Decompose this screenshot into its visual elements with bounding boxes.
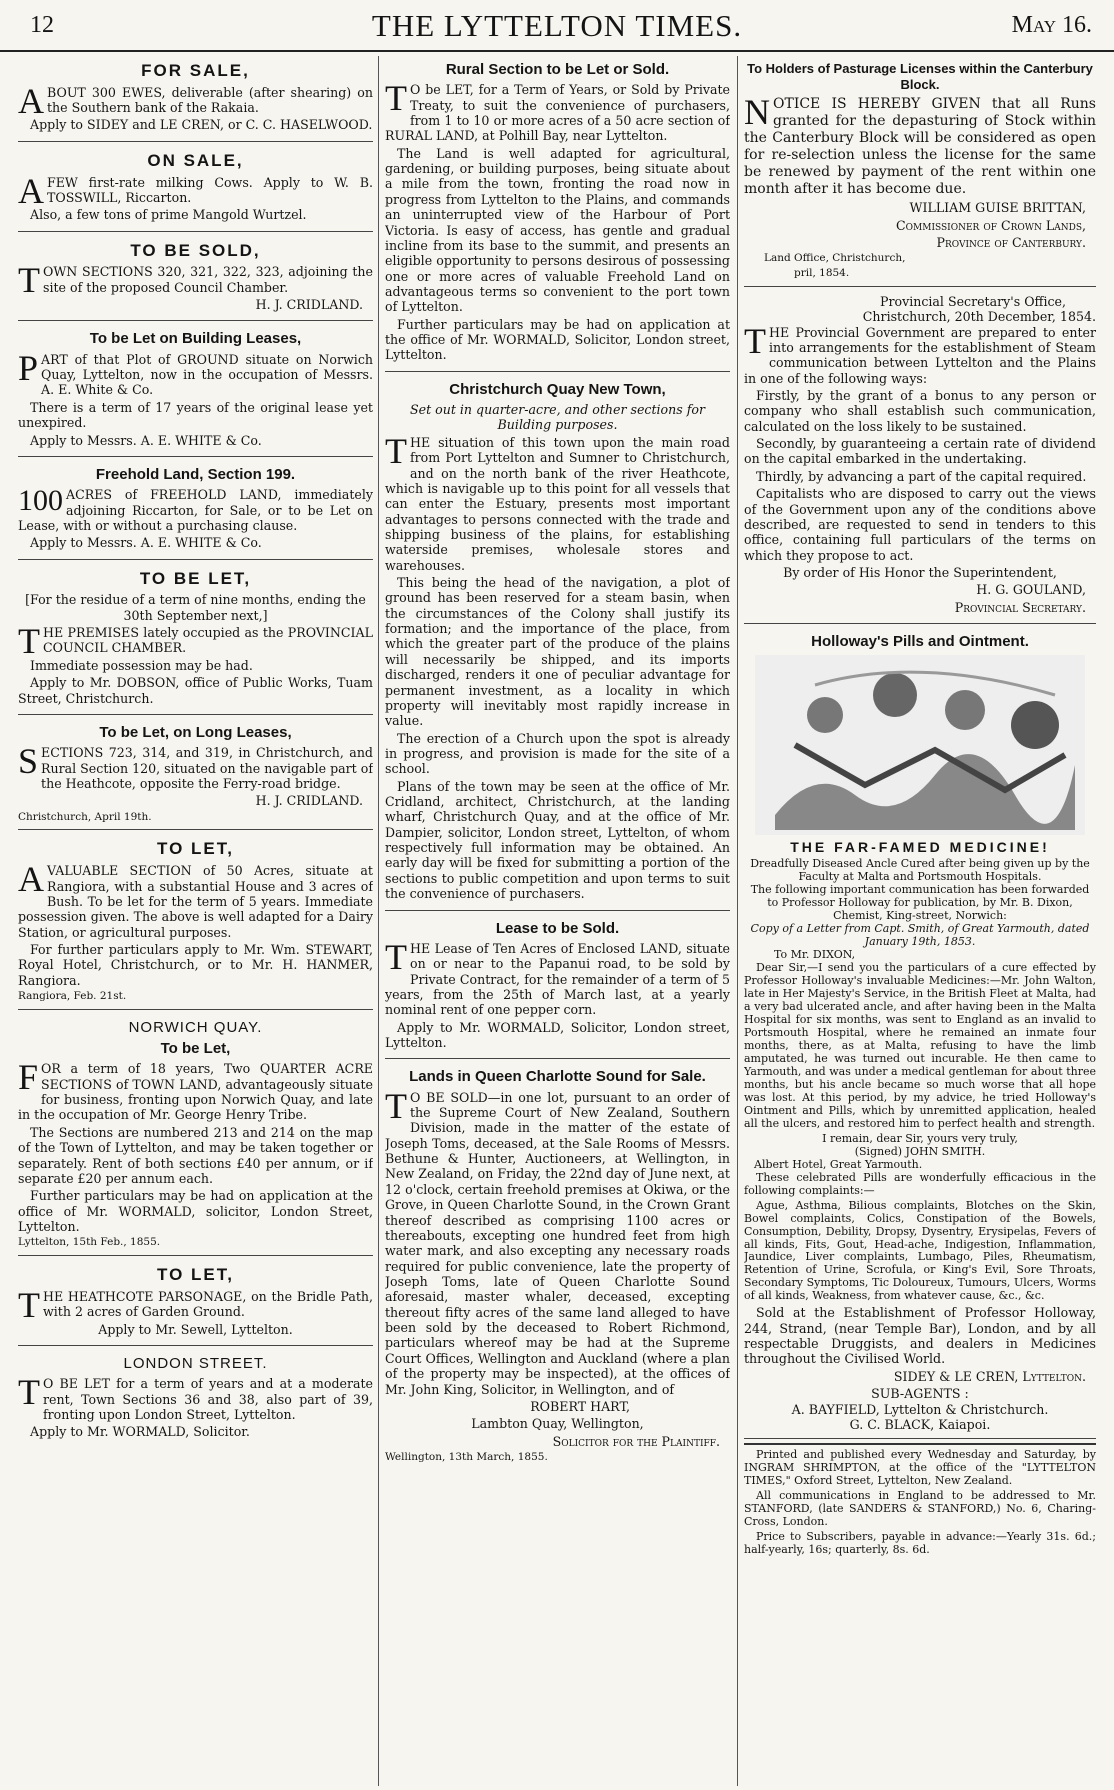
ad-signature: H. G. GOULAND, [976,582,1086,598]
ad-christchurch-quay [385,376,730,911]
column-rule [737,56,738,1786]
ad-text: HE situation of this town upon the main road from Port Lyttelton and Sumner to Christchurch, and on the north bank of the river Heathcote, which is navigable up to this point for all vessels that can enter the Estuary, presents most important advantages to persons connected with the trade and shipping business of the plains, for establishing waterside premises, wholesale stores and warehouses. [385,434,730,573]
ad-text: FEW first-rate milking Cows. Apply to W. B. TOSSWILL, Riccarton. [47,174,373,205]
drop-cap: T [385,1085,407,1126]
ad-lease-to-be-sold [385,915,730,1060]
ad-apply: Apply to Messrs. A. E. WHITE & Co. [30,535,262,551]
drop-cap: A [18,170,44,211]
ad-signature-province: Province of Canterbury. [936,234,1086,250]
footer-text: All communications in England to be addressed to Mr. STANFORD, (late SANDERS & STANFORD,) No. 6, Charing-Cross, London. [744,1489,1096,1529]
ad-agent: G. C. BLACK, Kaiapoi. [849,1416,991,1432]
ad-heading: To be Let, on Long Leases, [99,723,292,741]
ad-office: Provincial Secretary's Office, [880,293,1066,309]
ad-subheading: Set out in quarter-acre, and other sections for Building purposes. [410,402,705,433]
ad-text: ECTIONS 723, 314, and 319, in Christchurch, and Rural Section 120, situated on the navigable part of the Heathcote, opposite the Ferry-road bridge. [41,745,373,791]
ad-date: Lyttelton, 15th Feb., 1855. [18,1236,161,1249]
ad-london-street [18,1350,373,1448]
ad-heading: Holloway's Pills and Ointment. [811,633,1029,651]
famous-medicine: THE FAR-FAMED MEDICINE! [790,839,1050,856]
ad-agent: SIDEY & LE CREN, Lyttelton. [893,1368,1086,1384]
ad-heading: To Holders of Pasturage Licenses within the Canterbury Block. [747,61,1093,92]
ad-heading: Lands in Queen Charlotte Sound for Sale. [409,1068,706,1086]
ad-signature: H. J. CRIDLAND. [255,793,363,809]
drop-cap: T [18,621,40,662]
ad-signature: H. J. CRIDLAND. [255,297,363,313]
ad-signature: ROBERT HART, [530,1398,630,1414]
ad-subheading: [For the residue of a term of nine months, ending the 30th September next,] [25,592,366,623]
ad-apply: Apply to Messrs. A. E. WHITE & Co. [30,432,262,448]
ad-date: Rangiora, Feb. 21st. [18,990,127,1003]
drop-cap: F [18,1057,39,1098]
column-3 [744,56,1096,1786]
ad-holloways-pills [744,628,1096,1439]
ad-para: Immediate possession may be had. [30,657,253,673]
ad-para: Capitalists who are disposed to carry out the views of the Government upon any of the conditions above described, are requested to send in tenders to this office, containing full particulars of the terms on which they propose to act. [744,486,1096,563]
ad-place: Land Office, Christchurch, [764,252,906,265]
ad-to-be-let-premises [18,564,373,715]
column-2 [385,56,730,1786]
drop-cap: 100 [18,484,63,518]
ad-text: O BE SOLD—in one lot, pursuant to an order of the Supreme Court of New Zealand, Southern Division, made in the matter of the estate of Joseph Toms, deceased, at the Sale Rooms of Messrs. Bethune & Hunter, Auctioneers, at Wellington, in New Zealand, on Friday, the 22nd day of June next, at 12 o'clock, certain freehold premises at Okiwa, or the Grove, in Queen Charlotte Sound, in the Crown Grant thereof described as comprising 1100 acres or thereabouts, excepting one hundred feet from high water mark, and also excepting any necessary roads required for public convenience, late the property of Joseph Toms, late of Queen Charlotte Sound aforesaid, master whaler, deceased, excepting thereout fifty acres of the same land alleged to have been sold by the deceased to Robert Richmond, particulars whereof may be had at the Supreme Court Offices, Wellington and Auckland (where a plan of the property may be inspected), at the offices of Mr. John King, Solicitor, in Wellington, and of [385,1089,730,1397]
drop-cap: A [18,859,44,900]
ad-para: Plans of the town may be seen at the office of Mr. Cridland, architect, Christchurch, at the landing wharf, Christchurch Quay, and at the office of Mr. Dampier, solicitor, London street, Lyttelton, of whom respectively full information may be obtained. An early day will be fixed for submitting a portion of the sections to public competition and upon terms to suit the convenience of purchasers. [385,778,730,902]
ad-heading: Christchurch Quay New Town, [449,380,666,398]
ad-sold: Sold at the Establishment of Professor Holloway, 244, Strand, (near Temple Bar), London, and by all respectable Druggists, and dealers in Medicines throughout the Civilised World. [744,1305,1096,1367]
ad-heading: TO BE SOLD, [130,240,261,260]
ad-letter-signed: (Signed) JOHN SMITH. [854,1144,986,1158]
ad-heading: LONDON STREET. [123,1354,268,1372]
ad-signature-role: Commissioner of Crown Lands, [896,217,1086,233]
ad-apply: Apply to SIDEY and LE CREN, or C. C. HASELWOOD. [30,117,373,133]
ad-heading: Rural Section to be Let or Sold. [445,61,670,78]
ad-para: The Sections are numbered 213 and 214 on the map of the Town of Lyttelton, and may be taken together or separately. Rent of both sections £40 per annum, or if separate £20 per annum each. [18,1124,373,1186]
ad-for-sale-ewes [18,56,373,142]
ad-heading: Lease to be Sold. [495,919,620,937]
ad-para: By order of His Honor the Superintendent, [783,564,1057,580]
ad-heading: Freehold Land, Section 199. [95,465,296,483]
drop-cap: T [18,1284,40,1325]
ad-sub3: Copy of a Letter from Capt. Smith, of Great Yarmouth, dated January 19th, 1853. [750,922,1090,949]
ad-letter-to: To Mr. DIXON, [774,948,856,962]
ad-heading: ON SALE, [147,150,244,170]
ad-town-sections [18,236,373,322]
ad-signature: WILLIAM GUISE BRITTAN, [909,200,1086,216]
drop-cap: A [18,80,44,121]
ad-text: HE Provincial Government are prepared to enter into arrangements for the establishment of Steam communication between Lyttelton and the Plains in one of the following ways: [744,324,1096,386]
ad-text: HE PREMISES lately occupied as the PROVINCIAL COUNCIL CHAMBER. [43,625,373,656]
ad-subheading: To be Let, [160,1040,231,1058]
footer-text: Price to Subscribers, payable in advance:—Yearly 31s. 6d.; half-yearly, 16s; quarterly, 8s. 6d. [744,1530,1096,1557]
ad-text: OTICE IS HEREBY GIVEN that all Runs granted for the depasturing of Stock within the Canterbury Block will be considered as open for re-selection unless the license for the same be renewed by payment of the rent within one month after it has become due. [744,95,1096,198]
ad-para: For further particulars apply to Mr. Wm. STEWART, Royal Hotel, Christchurch, or to Mr. H. HANMER, Rangiora. [18,941,373,988]
drop-cap: T [385,936,407,977]
ad-sub2: The following important communication has been forwarded to Professor Holloway for publication, by Mr. B. Dixon, Chemist, King-street, Norwich: [750,883,1090,923]
ad-para: The Land is well adapted for agricultural, gardening, or building purposes, being situate about a mile from the town, fronting the road now in progress from Lyttelton to the Plains, and commands an uninterrupted view of the Harbour of Port Victoria. Is easy of access, has gentle and gradual incline from its base to the summit, and presents an eligible opportunity to persons desirous of possessing one or more acres of valuable Freehold Land on advantageous terms so convenient to the port town of Lyttelton. [385,145,730,315]
ad-long-leases [18,719,373,831]
ad-office-date: Christchurch, 20th December, 1854. [862,309,1096,325]
ad-apply: Apply to Mr. WORMALD, Solicitor, London street, Lyttelton. [385,1019,730,1051]
ad-pasturage-licenses [744,56,1096,287]
ad-heading: TO BE LET, [139,568,252,588]
drop-cap: T [18,1372,40,1413]
ad-text: O BE LET for a term of years and at a moderate rent, Town Sections 36 and 38, also part of 39, fronting upon London Street, Lyttelton. [43,1376,373,1422]
footer-text: Printed and published every Wednesday and Saturday, by INGRAM SHRIMPTON, at the office of the "LYTTELTON TIMES," Oxford Street, Lyttelton, New Zealand. [744,1448,1096,1488]
ad-date: pril, 1854. [794,267,850,280]
ad-complaints: Ague, Asthma, Bilious complaints, Blotches on the Skin, Bowel complaints, Colics, Constipation of the Bowels, Consumption, Debility, Dropsy, Dysentry, Erysipelas, Fevers of all kinds, Fits, Gout, Head-ache, Indigestion, Inflammation, Jaundice, Liver complaints, Lumbago, Piles, Rheumatism, Retention of Urine, Scrofula, or King's Evil, Sore Throats, Secondary Symptoms, Tic Doloureux, Tumours, Ulcers, Worms of all kinds, Weakness, from whatever cause, &c., &c. [744,1198,1096,1303]
ad-on-sale-cows [18,146,373,232]
ad-text: ACRES of FREEHOLD LAND, immediately adjoining Riccarton, for Sale, or to be Let on Lease, with or without a purchasing clause. [18,487,373,533]
ad-para: Further particulars may be had on application at the office of Mr. WORMALD, solicitor, London Street, Lyttelton. [18,1188,373,1234]
ad-para: Secondly, by guaranteeing a certain rate of dividend on the capital embarked in the undertaking. [744,436,1096,467]
ad-agents-title: SUB-AGENTS : [871,1386,969,1402]
ad-para: Further particulars may be had on application at the office of Mr. WORMALD, Solicitor, London street, Lyttelton. [385,316,730,363]
ad-agent: A. BAYFIELD, Lyttelton & Christchurch. [791,1401,1049,1417]
ad-sub1: Dreadfully Diseased Ancle Cured after being given up by the Faculty at Malta and Portsmouth Hospitals. [750,857,1090,884]
ad-apply: Apply to Mr. DOBSON, office of Public Works, Tuam Street, Christchurch. [18,675,373,706]
ad-text: VALUABLE SECTION of 50 Acres, situate at Rangiora, with a substantial House and 3 acres of Bush. To be let for the term of 5 years. Immediate possession given. The above is well adapted for a Dairy Station, or agricultural purposes. [18,863,373,940]
ad-signature-role: Solicitor for the Plaintiff. [552,1433,720,1449]
ad-para: Thirdly, by advancing a part of the capital required. [756,468,1087,484]
drop-cap: T [744,320,766,361]
ad-heading: TO LET, [157,1265,234,1285]
ad-apply: Apply to Mr. Sewell, Lyttelton. [98,1321,293,1337]
drop-cap: T [385,430,407,471]
illustration-image [755,655,1085,835]
drop-cap: T [18,260,40,301]
ad-norwich-quay [18,1014,373,1256]
masthead [0,0,1114,52]
column-1 [18,56,373,1786]
ad-para: Firstly, by the grant of a bonus to any person or company who shall establish such communication, calculated on the loss likely to be sustained. [744,388,1096,434]
ad-para: The erection of a Church upon the spot is already in progress, and provision is made for the site of a school. [385,730,730,777]
ad-signature-address: Lambton Quay, Wellington, [471,1416,644,1432]
ad-heading: NORWICH QUAY. [128,1018,263,1036]
ad-to-let-rangiora [18,834,373,1009]
ad-text: HE Lease of Ten Acres of Enclosed LAND, situate on or near to the Papanui road, to be sold by Private Contract, for the remainder of a term of 5 years, from the 25th of March last, at a yearly nominal rent of one pepper corn. [385,940,730,1018]
ad-freehold-land [18,461,373,560]
ad-text: OR a term of 18 years, Two QUARTER ACRE SECTIONS of TOWN LAND, advantageously situate for business, fronting upon Norwich Quay, and late in the occupation of Mr. George Henry Tribe. [18,1061,373,1123]
ad-letter-hotel: Albert Hotel, Great Yarmouth. [754,1157,923,1171]
column-rule [378,56,379,1786]
ad-extra: Also, a few tons of prime Mangold Wurtzel. [30,207,307,223]
ad-rural-section [385,56,730,372]
ad-text: O be LET, for a Term of Years, or Sold by Private Treaty, to suit the convenience of purchasers, from 1 to 10 or more acres of a 50 acre section of RURAL LAND, at Polhill Bay, near Lyttelton. [385,82,730,144]
ad-heathcote-parsonage [18,1260,373,1346]
drop-cap: N [744,91,770,132]
newspaper-title: THE LYTTELTON TIMES. [371,8,743,43]
ad-para: There is a term of 17 years of the original lease yet unexpired. [18,399,373,431]
ad-date: Wellington, 13th March, 1855. [385,1450,548,1463]
ad-apply: Apply to Mr. WORMALD, Solicitor. [30,1424,250,1440]
ad-letter-remain: I remain, dear Sir, yours very truly, [822,1131,1018,1145]
ad-text: OWN SECTIONS 320, 321, 322, 323, adjoining the site of the proposed Council Chamber. [43,264,373,295]
ad-text: ART of that Plot of GROUND situate on Norwich Quay, Lyttelton, now in the occupation of Messrs. A. E. White & Co. [41,351,373,398]
ad-heading: To be Let on Building Leases, [89,330,302,348]
publisher-footer [744,1443,1096,1557]
ad-date: Christchurch, April 19th. [18,810,152,823]
issue-date: May 16. [1011,12,1092,38]
ad-building-leases [18,325,373,456]
ad-text: BOUT 300 EWES, deliverable (after shearing) on the Southern bank of the Rakaia. [47,84,373,116]
ad-text: HE HEATHCOTE PARSONAGE, on the Bridle Path, with 2 acres of Garden Ground. [43,1288,373,1320]
ad-signature-role: Provincial Secretary. [954,599,1086,615]
page-number: 12 [30,12,54,38]
ad-letter: Dear Sir,—I send you the particulars of a cure effected by Professor Holloway's invaluable Medicines:—Mr. John Walton, late in Her Majesty's Service, in the British Fleet at Malta, had a very bad ulcerated ancle, and after having been in the Malta Hospital for six months, was sent to England as an invalid to Portsmouth Hospital, where he remained an inmate four months, there, as at Malta, refusing to have the limb amputated, he was turned out incurable. He then came to Yarmouth, and was under a medical gentleman for about three months, but his ancle became so much worse that all hope was lost. At this period, by my advice, he tried Holloway's Ointment and Pills, which by unremitted application, healed all the ulcers, and restored him to perfect health and strength. [744,961,1096,1130]
ad-heading: FOR SALE, [141,61,250,80]
ad-para: This being the head of the navigation, a plot of ground has been reserved for a steam basin, when the circumstances of the Colony shall justify its formation; and the importance of the place, from which the greater part of the produce of the plains will necessarily be shipped, and its imports discharged, renders it one of peculiar advantage for permanent investment, as a locality in which property will inevitably most rapidly increase in value. [385,575,730,729]
drop-cap: S [18,741,39,782]
ad-queen-charlotte-sound [385,1063,730,1469]
drop-cap: T [385,78,407,119]
drop-cap: P [18,347,39,388]
ad-celebrated: These celebrated Pills are wonderfully efficacious in the following complaints:— [744,1170,1096,1197]
ad-steam-communication [744,291,1096,624]
ad-heading: TO LET, [157,839,234,859]
